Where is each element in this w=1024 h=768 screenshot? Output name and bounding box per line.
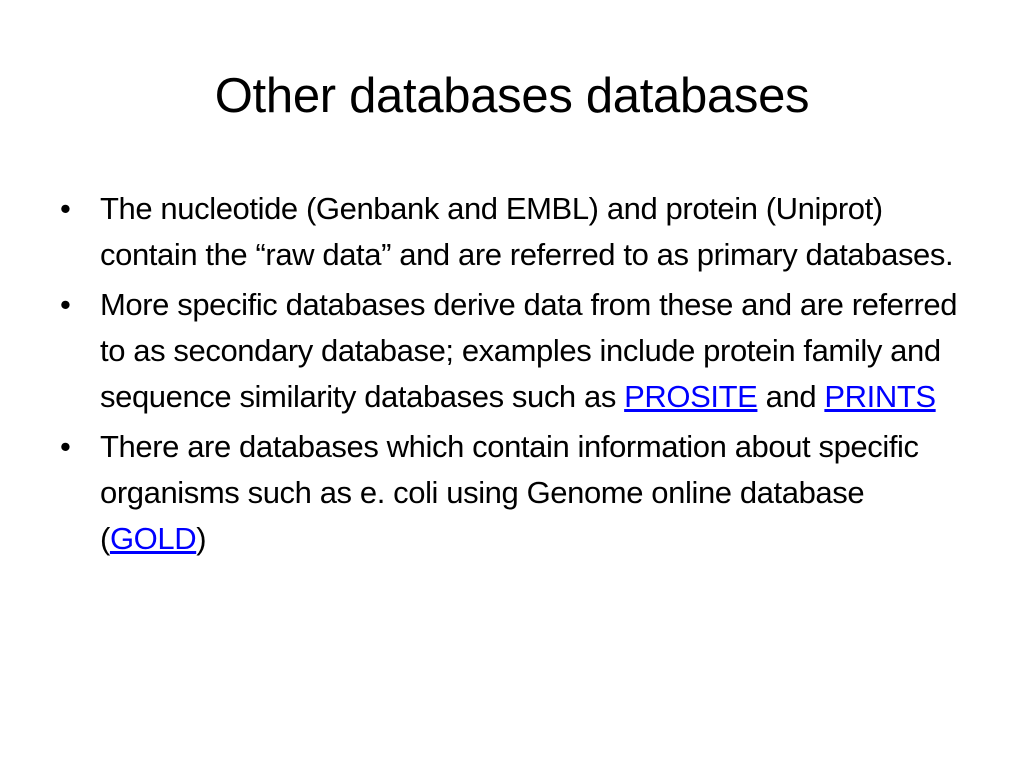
bullet-text-connector: and: [757, 379, 825, 414]
bullet-text: More specific databases derive data from these and are referred to as secondary database; examples include protein family and sequence similarity databases such as: [100, 287, 958, 414]
bullet-icon: •: [60, 287, 71, 322]
bullet-list: [56, 186, 976, 566]
bullet-text: There are databases which contain information about specific organisms such as e. coli using Genome online database (: [100, 429, 919, 556]
bullet-text-closing: ): [196, 521, 207, 556]
slide-title: Other databases databases: [214, 69, 810, 123]
prints-link[interactable]: PRINTS: [824, 379, 936, 414]
bullet-item-organism-databases: [56, 424, 976, 562]
prosite-link[interactable]: PROSITE: [624, 379, 758, 414]
bullet-icon: •: [60, 191, 71, 226]
bullet-item-secondary-databases: [56, 282, 976, 420]
bullet-item-primary-databases: [56, 186, 976, 278]
bullet-text: The nucleotide (Genbank and EMBL) and protein (Uniprot) contain the “raw data” and are referred to as primary databases.: [100, 191, 954, 272]
bullet-icon: •: [60, 429, 71, 464]
gold-link[interactable]: GOLD: [109, 521, 197, 556]
